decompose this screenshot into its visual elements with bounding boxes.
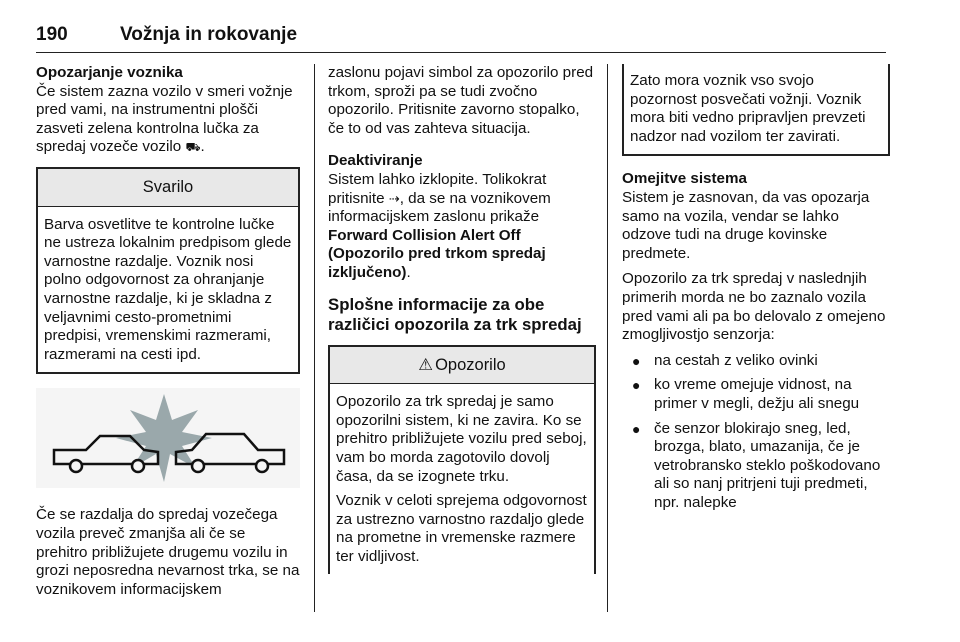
warning-title: ⚠ Opozorilo	[330, 347, 594, 385]
warning-body	[330, 384, 594, 574]
driver-alert-paragraph: Če sistem zazna vozilo v smeri vožnje pred vami, na instrumentni plošči zasveti zelena kontrolna lučka za spredaj vozeče vozilo ⛟.	[36, 82, 293, 156]
notice-box	[36, 167, 300, 374]
page-number: 190	[36, 24, 68, 45]
limitations-paragraph: Sistem je zasnovan, da vas opozarja samo na vozila, vendar se lahko odzove tudi na druge kovinske predmete.	[622, 188, 870, 262]
bullet-icon: ●	[632, 420, 641, 437]
bullet-icon: ●	[632, 352, 641, 369]
column-3	[622, 64, 890, 518]
limitations-paragraph: Opozorilo za trk spredaj v naslednjih primerih morda ne bo zaznalo vozila pred vami ali pa bo delovalo z omejeno zmogljivostjo senzorja:	[622, 270, 886, 344]
list-item: ● na cestah z veliko ovinki	[632, 351, 818, 369]
list-item: ● če senzor blokirajo sneg, led, brozga, blato, umazanija, če je vetrobransko steklo poškodovano ali so nanj pritrjeni tuji predmeti, npr. nalepke	[632, 419, 881, 511]
page-header	[36, 22, 886, 53]
notice-text: Barva osvetlitve te kontrolne lučke ne ustreza lokalnim predpisom glede varnostne razdalje. Voznik nosi polno odgovornost za ohranjanje varnostne razdalje, ki je skladna z veljavnimi cesto-prometnimi predpisi, vremenskimi razmerami, razmerami na cesti ipd.	[44, 215, 292, 363]
deactivation-heading: Deaktiviranje	[328, 152, 423, 170]
deactivation-message: Forward Collision Alert Off (Opozorilo pred trkom spredaj izključeno)	[328, 226, 546, 281]
warning-icon: ⚠	[418, 355, 434, 374]
collision-illustration-svg	[36, 388, 300, 488]
list-item: ● ko vreme omejuje vidnost, na primer v megli, dežju ali snegu	[632, 376, 860, 412]
vehicle-ahead-icon: ⛟	[185, 140, 201, 155]
collision-illustration	[36, 388, 300, 488]
collision-warning-paragraph: Če se razdalja do spredaj vozečega vozila preveč zmanjša ali če se prehitro približujete drugemu vozilu in grozi neposredna nevarnost trka, se na voznikovem informacijskem	[36, 506, 300, 598]
warning-text: Opozorilo za trk spredaj je samo opozorilni sistem, ki ne zavira. Ko se prehitro približujete vozilu pred seboj, vam bo morda zagotovilo dovolj časa, da se izognete trku.	[336, 393, 587, 485]
limitations-list	[622, 352, 890, 513]
warning-box-continued	[622, 64, 890, 156]
column-divider	[607, 64, 608, 612]
limitations-heading: Omejitve sistema	[622, 170, 747, 188]
bullet-icon: ●	[632, 377, 641, 394]
warning-continued-text: Zato mora voznik vso svojo pozornost posvečati vožnji. Voznik mora biti vedno pripravljen prevzeti nadzor nad vozilom ter zavirati.	[630, 72, 866, 145]
column-divider	[314, 64, 315, 612]
warning-display-paragraph: zaslonu pojavi simbol za opozorilo pred trkom, sproži pa se tudi zvočno opozorilo. Pritisnite zavorno stopalko, če to od vas zahteva situacija.	[328, 64, 594, 137]
column-1	[36, 64, 300, 606]
section-title: Vožnja in rokovanje	[120, 24, 298, 45]
deactivation-paragraph: Sistem lahko izklopite. Tolikokrat pritisnite ⇢, da se na voznikovem informacijskem zaslonu prikaže Forward Collision Alert Off (Opozorilo pred trkom spredaj izključeno).	[328, 170, 551, 281]
general-info-heading: Splošne informacije za obe različici opozorila za trk spredaj	[328, 294, 582, 334]
column-2	[328, 64, 596, 586]
warning-box	[328, 345, 596, 575]
notice-title: Svarilo	[38, 169, 298, 207]
collision-alert-button-icon: ⇢	[388, 190, 400, 206]
driver-alert-heading: Opozarjanje voznika	[36, 64, 183, 81]
warning-text: Voznik v celoti sprejema odgovornost za ustrezno varnostno razdaljo glede na prometne in vremenske razmere ter vidljivost.	[336, 492, 587, 565]
